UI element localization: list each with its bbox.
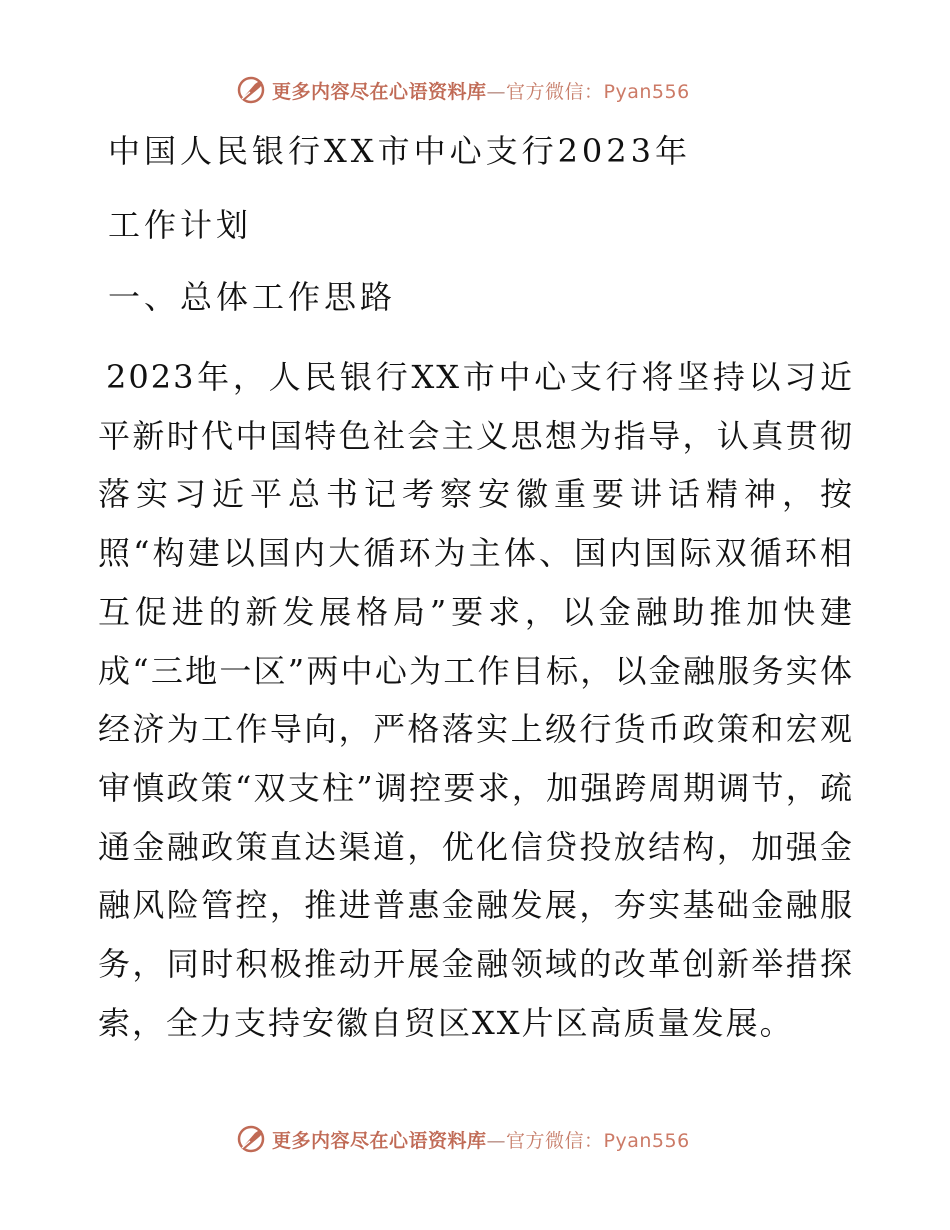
quill-pen-logo-icon [236,1124,266,1154]
footer-watermark [236,1122,690,1156]
watermark-wechat-label: 官方微信： [506,80,604,103]
section-heading: 一、总体工作思路 [108,278,397,316]
watermark-brand: 更多内容尽在心语资料库 [272,80,487,103]
watermark-text [272,77,690,104]
watermark-separator: — [486,1129,507,1152]
watermark-separator: — [486,80,507,103]
watermark-brand: 更多内容尽在心语资料库 [272,1129,487,1152]
quill-pen-logo-icon [236,75,266,105]
body-paragraph: 2023年，人民银行XX市中心支行将坚持以习近平新时代中国特色社会主义思想为指导，认真贯彻落实习近平总书记考察安徽重要讲话精神，按照“构建以国内大循环为主体、国内国际双循环相互促进的新发展格局”要求，以金融助推加快建成“三地一区”两中心为工作目标，以金融服务实体经济为工作导向，严格落实上级行货币政策和宏观审慎政策“双支柱”调控要求，加强跨周期调节，疏通金融政策直达渠道，优化信贷投放结构，加强金融风险管控，推进普惠金融发展，夯实基础金融服务，同时积极推动开展金融领域的改革创新举措探索，全力支持安徽自贸区XX片区高质量发展。 [98,358,854,1042]
header-watermark [236,73,690,107]
document-title-line-2: 工作计划 [108,206,253,244]
watermark-wechat-id: Pyan556 [603,80,690,103]
watermark-wechat-id: Pyan556 [603,1129,690,1152]
watermark-text [272,1126,690,1153]
watermark-wechat-label: 官方微信： [506,1129,604,1152]
document-title-line-1: 中国人民银行XX市中心支行2023年 [108,132,692,170]
